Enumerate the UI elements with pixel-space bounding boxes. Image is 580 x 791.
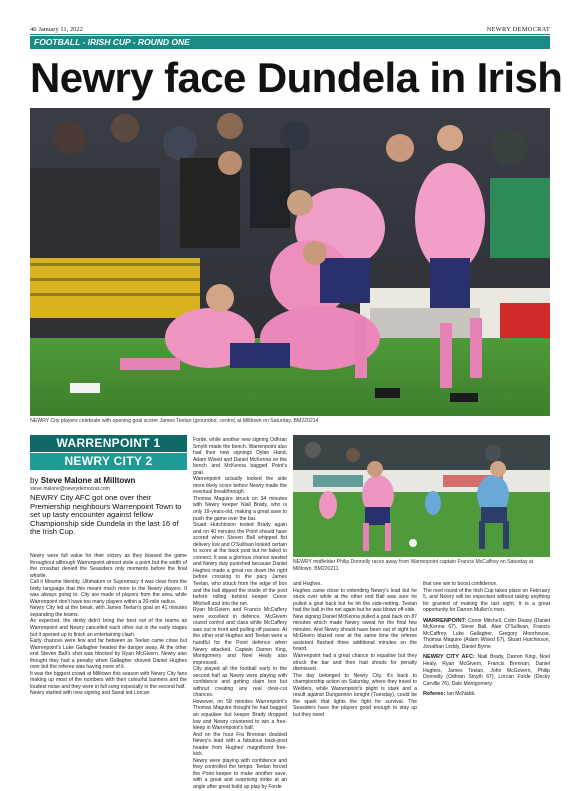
side-photo [293,435,550,557]
paragraph: Stuart Hutchinson tested Brady again and on 40 minutes the Point should have scored when Steven Ball whipped fist delivery low and O'Sullivan looked certain to score at the back post but he failed to connect. It was a glorious chance wasted and Newry duly punished because Daniel Hughes made a great run down the right before crossing to the pacy James Teelan, who struck from the edge of box and the ball dipped the inside of the post before rolling behind keeper Conor Mitchell and into the net. [193,522,287,607]
paragraph: that one win to boost confidence. [423,581,498,587]
paragraph: As expected, the derby didn't bring the best out of the teams as Warrenpoint and Newry cancelled each other out in the early stages but it opened up to finish an entertaining clash. [30,618,187,638]
referee-line [423,691,550,698]
main-photo [30,108,550,416]
referee-label: Referee: [423,691,446,698]
article-column-3 [293,581,417,718]
standfirst: NEWRY City AFC got one over their Premiership neighbours Warrenpoint Town to set up tasty encounter against fellow Championship side Dundela in the last 16 of the Irish Cup. [30,493,182,537]
byline-author: Steve Malone at Milltown [40,476,136,485]
paragraph: Hughes came close to extending Newry's lead but he stuck over while at the other end Ball was sure he pulled a goal back but he hit the side-netting. Teelan had the ball in the net again but he was blown off-side. [293,587,417,614]
warrenpoint-players: Conor Mitchell, Colm Deasy (Daniel McKenna 67), Steve Ball, Alan O'Sullivan, Francis McCaffrey, Luke Gallagher, Gregory Moorhouse, Thomas Maguire (Adam Wixed 67), Stuart Hutchinson, Jonathan Leddy, Daniel Byrne [423,617,550,650]
paragraph: However, on 58 minutes Warrenpoint's Thomas Maguire thought he had bagged an equaliser but keeper Brady dropped low and Newry countered to win a free-kleep in Warrenpoint's half. [193,698,287,732]
article-column-4 [423,581,550,698]
warrenpoint-label: WARRENPOINT: [423,617,467,624]
byline-prefix: by [30,476,39,485]
newry-label: NEWRY CITY AFC: [423,654,475,661]
paragraph: Thomas Maguire struck on 34 minutes with Newry keeper Niall Brady, who is only 19-years-old, making a great save to push the game over the bar. [193,495,287,522]
paragraph: The next round of the Irish Cup takes place on February 5, and Newry will be expectant without taking anything for granted of making the last eight. It is a great opportunity for Darren Mullen's men. [423,587,550,614]
issue-date: January 11, 2022 [38,25,83,33]
author-email: steve.malone@newrydemocrat.com [30,486,110,492]
headline: Newry face Dundela in Irish [30,54,563,101]
page-number: 46 [30,25,37,33]
paragraph: Newry were playing with confidence and they controlled the tempo. Teelan forced the Point keeper to make another save, with a great and surprising strike at an angle after great build up play by Forde [193,757,287,790]
paragraph: And on the hour Fra Brennan doubled Newry's lead with a fabulous back-post header from Hughes' magnificent free-kick. [193,731,287,758]
newry-lineup [423,654,550,687]
paragraph: Call it Moume Identity, Ultimatum or Supremacy it was clear from the body language that this meant much more to the Newry players. It was always going to. City are made of players from the area, while Warrenpoint don't have too many players within a 20-mile radius. [30,579,187,605]
article-column-2 [193,437,287,791]
page-header-left [30,26,83,33]
section-label: FOOTBALL - IRISH CUP - ROUND ONE [30,36,550,49]
paragraph: Newry started with new signing and Saval led Lorcan [30,690,150,697]
paragraph: and Hughes. [293,581,322,587]
paragraph: Newry were full value for their victory as they bossed the game throughout although Warrenpoint almost stole a point but the width of the crossbar denied the Seasiders only moments before the final whistle. [30,553,187,579]
paragraph: Newry City led at the break, with James Teelan's goal on 41 minutes separating the teams. [30,605,187,618]
score-away: NEWRY CITY 2 [30,453,187,470]
newry-players: Niall Brady, Darren King, Noel Healy, Ryan McGivern, Francis Brennan, Daniel Hughes, James Teelan, John McGovern, Philip Donnelly (Odhran Smyth 67), Lorcan Forde (Decky Carville 76), Dale Montgomery. [423,654,550,687]
paragraph: City played all the football early in the second half as Newry were playing with confidence and getting claim box but without creating any real clear-cut chances. [193,666,287,699]
scoreline [30,435,187,471]
paragraph: Early chances were few and far between as Teelan came close but Warrenpoint's Luke Gallagher headed the danger away. At the other end Steven Ball's shot was blocked by Ryan McGivern. Newry also thought they had a penalty when Gallagher shoved Daniel Hughes over but the referee was having none of it. [30,638,187,671]
score-home: WARRENPOINT 1 [30,435,187,452]
page-header [30,24,550,34]
article-column-1 [30,553,187,697]
paragraph: Ryan McGivern and Francis McCaffery were excellent in defence. McGivern oozed control and class while McCaffery was out in front and pulling off passes. At the other end Hughes and Teelan were a handful for the Point defence when Newry attacked. Captain Darren King, Montgomery and Noel Healy also impressed. [193,607,287,666]
warrenpoint-lineup [423,618,550,651]
paragraph: Warrenpoint actually looked the side more likely score before Newry made the eventual breakthrough. [193,476,287,496]
paragraph: Forde, while another new signing Odhran Smyth made the bench. Warrenpoint also had their new signings Dylan Hand, Adam Wixed and Daniel McKenna on the bench and McKenna bagged Point's goal. [193,437,287,476]
main-photo-caption: NEWRY City players celebrate with opening goal scorer James Teelan (grounded, centre) at Milltown on Saturday. BM220214 [30,418,319,424]
byline [30,476,187,486]
paragraph: The day belonged to Newry City, it's back to championship action on Saturday, where they travel to Welders, while Warrenpoint's plight is stark and a result against Dungannon tonight (Tuesday), could be the spark that lights the fight for survival. The Seasiders have the players good enough to stay up but they need [293,672,417,718]
publication-name: NEWRY DEMOCRAT [486,25,550,33]
side-photo-caption: NEWRY midfielder Philip Donnelly races away from Warrenpoint captain Francis McCaffrey on Saturday at Milltown. BM220211 [293,559,534,572]
paragraph: It was the biggest crowd at Milltown this season with Newry City fans making up most of the numbers with their colourful banners and the loudest noise and they were in full song especially in the second half. [30,670,187,690]
paragraph: Warrenpoint had a great chance to equalise but they struck the bar and then had shouts for penalty dismissed. [293,653,417,673]
header-rule [30,34,550,35]
paragraph: New signing Daniel McKenna pulled a goal back on 87 minutes which made Newry sweat for the final few minutes. And Newry should have been out of sight but McGivern blazed over at the same time the referee assistant flashed three additional minutes on the board. [293,613,417,653]
referee-name: Ian McNabb. [446,691,476,698]
